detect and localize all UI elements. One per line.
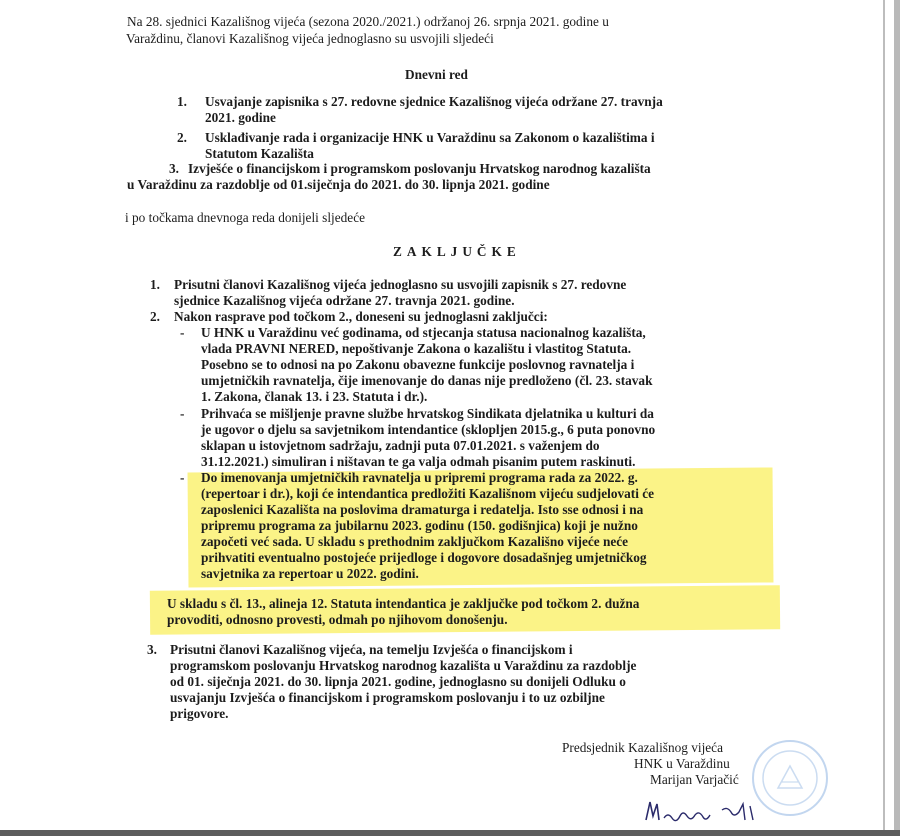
intro-line: Varaždinu, članovi Kazališnog vijeća jednoglasno su usvojili sljedeći	[126, 31, 494, 46]
intro-line: Na 28. sjednici Kazališnog vijeća (sezona 2020./2021.) održanoj 26. srpnja 2021. godine u	[127, 14, 609, 29]
statute-note-line: provoditi, odnosno provesti, odmah po njihovom donošenju.	[167, 612, 508, 627]
bullet-line: zaposlenici Kazališta na poslovima dramaturga i redatelja. Isto sse odnosi i na	[201, 502, 644, 517]
bullet-line: Posebno se to odnosi na po Zakonu obavezne funkcije poslovnog ravnatelja i	[201, 357, 635, 372]
conclusion-line: od 01. siječnja 2021. do 30. lipnja 2021. godine, jednoglasno su donijeli Odluku o	[170, 674, 626, 689]
bullet-dash: -	[180, 470, 185, 485]
bullet-line: umjetničkih ravnatelja, čije imenovanje do danas nije predloženo (čl. 23. stavak	[201, 373, 653, 388]
conclusion-line: prigovore.	[170, 706, 229, 721]
agenda-title: Dnevni red	[405, 67, 468, 82]
signature-line: Predsjednik Kazališnog vijeća	[562, 740, 723, 755]
conclusion-line: Prisutni članovi Kazališnog vijeća, na temelju Izvješća o financijskom i	[170, 642, 573, 657]
agenda-number: 1.	[177, 94, 187, 109]
conclusion-line: Prisutni članovi Kazališnog vijeća jednoglasno su usvojili zapisnik s 27. redovne	[174, 277, 627, 292]
bullet-line: savjetnika za repertoar u 2022. godini.	[201, 566, 419, 581]
bullet-line: pripremu programa za jubilarnu 2023. godinu (150. godišnjica) koji je nužno	[201, 518, 638, 533]
agenda-number: 2.	[177, 130, 187, 145]
signature-line: HNK u Varaždinu	[634, 756, 730, 771]
conclusion-line: sjednice Kazališnog vijeća održane 27. travnja 2021. godine.	[174, 293, 515, 308]
agenda-item-line: Statutom Kazališta	[205, 146, 314, 161]
bullet-line: 31.12.2021.) simuliran i ništavan te ga valja odmah pisanim putem raskinuti.	[201, 454, 636, 469]
conclusion-number: 2.	[150, 309, 160, 324]
conclusion-number: 1.	[150, 277, 160, 292]
bullet-line: (repertoar i dr.), koji će intendantica predložiti Kazališnom vijeću sudjelovati će	[201, 486, 655, 501]
conclusion-line: Nakon rasprave pod točkom 2., doneseni su jednoglasni zaključci:	[174, 309, 548, 324]
agenda-item-line: Izvješće o financijskom i programskom poslovanju Hrvatskog narodnog kazališta	[188, 161, 651, 176]
conclusion-line: programskom poslovanju Hrvatskog narodnog kazališta u Varaždinu za razdoblje	[170, 658, 637, 673]
signature-line: Marijan Varjačić	[650, 772, 739, 787]
bullet-dash: -	[180, 325, 185, 340]
handwritten-signature-icon	[640, 796, 780, 826]
bullet-line: Do imenovanja umjetničkih ravnatelja u pripremi programa rada za 2022. g.	[201, 470, 638, 485]
bullet-line: Prihvaća se mišljenje pravne službe hrvatskog Sindikata djelatnika u kulturi da	[201, 406, 654, 421]
agenda-item-line: u Varaždinu za razdoblje od 01.siječnja do 2021. do 30. lipnja 2021. godine	[127, 177, 550, 192]
conclusion-line: usvajanju Izvješća o financijskom i programskom poslovanju i to uz ozbiljne	[170, 690, 605, 705]
agenda-item-line: Usvajanje zapisnika s 27. redovne sjednice Kazališnog vijeća održane 27. travnja	[205, 94, 663, 109]
bullet-line: vlada PRAVNI NERED, nepoštivanje Zakona o kazalištu i vlastitog Statuta.	[201, 341, 632, 356]
scrollbar-edge[interactable]	[894, 0, 900, 836]
bullet-line: prihvatiti eventualno postojeće prijedloge i dogovore dosadašnjeg umjetničkog	[201, 550, 647, 565]
bullet-line: sklapan u istovjetnom sadržaju, zadnji puta 07.01.2021. s važenjem do	[201, 438, 600, 453]
conclusion-number: 3.	[147, 642, 157, 657]
agenda-item-line: 2021. godine	[205, 110, 276, 125]
bullet-line: 1. Zakona, članak 13. i 23. Statuta i dr.).	[201, 389, 428, 404]
statute-note-line: U skladu s čl. 13., alineja 12. Statuta intendantica je zaključke pod točkom 2. dužna	[167, 596, 640, 611]
agenda-number: 3.	[169, 161, 179, 176]
agenda-item-line: Usklađivanje rada i organizacije HNK u Varaždinu sa Zakonom o kazalištima i	[205, 130, 655, 145]
transition-text: i po točkama dnevnoga reda donijeli sljedeće	[125, 210, 365, 225]
bullet-line: U HNK u Varaždinu već godinama, od stjecanja statusa nacionalnog kazališta,	[201, 325, 646, 340]
bottom-edge	[0, 830, 900, 836]
conclusions-title: ZAKLJUČKE	[393, 244, 521, 259]
bullet-line: je ugovor o djelu sa savjetnikom intendantice (sklopljen 2015.g., 6 puta ponovno	[201, 422, 656, 437]
bullet-dash: -	[180, 406, 185, 421]
bullet-line: započeti već sada. U skladu s prethodnim zaključkom Kazališno vijeće neće	[201, 534, 629, 549]
